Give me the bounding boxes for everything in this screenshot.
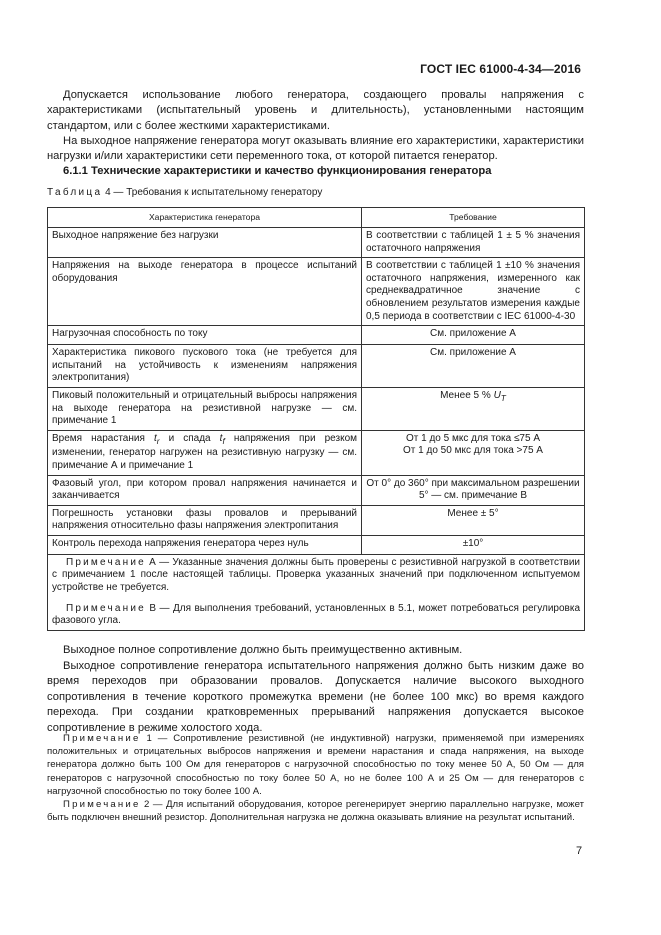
voltage-symbol: U xyxy=(493,389,501,401)
cell-requirement: В соответствии с таблицей 1 ± 5 % значения остаточного напряжения xyxy=(362,228,585,258)
requirement-prefix: Менее 5 % xyxy=(440,389,491,401)
cell-characteristic: Контроль перехода напряжения генератора через нуль xyxy=(48,535,362,554)
cell-characteristic: Погрешность установки фазы провалов и прерываний напряжения относительно фазы напряжения электропитания xyxy=(48,505,362,535)
cell-requirement: См. приложение А xyxy=(362,345,585,388)
column-header-characteristic: Характеристика генератора xyxy=(48,208,362,228)
table-header-row xyxy=(48,208,585,228)
cell-requirement: Менее ± 5° xyxy=(362,505,585,535)
rise-time-subscript: r xyxy=(156,435,160,446)
rise-time-symbol: t xyxy=(153,432,157,444)
table-row xyxy=(48,535,585,554)
table-note-a-text: А — Указанные значения должны быть проверены с резистивной нагрузкой в соответствии с примечанием 1 после настоящей таблицы. Проверка указанных значений при подключенном испытуемом устройстве не требуется. xyxy=(52,556,581,594)
footnote-1-text: — Сопротивление резистивной (не индуктивной) нагрузки, применяемой при измерениях положительных и отрицательных выбросов напряжения и времени нарастания и спада напряжения, на выходе генератора должно быть 100 Ом для генераторов с нагрузочной способностью по току менее 50 А, 50 Ом — для генераторов с нагрузочной способностью по току более 50 А, но не более 100 А и 25 Ом — для генераторов с нагрузочной способностью по току более 100 А. xyxy=(47,733,584,797)
cell-characteristic: Пиковый положительный и отрицательный выбросы напряжения на выходе генератора на резистивной нагрузке — см. примечание 1 xyxy=(48,387,362,430)
intro-paragraph-1: Допускается использование любого генератора, создающего провалы напряжения с характеристиками (испытательный уровень и длительность), установленными настоящим стандартом, или с более жесткими характеристиками. xyxy=(47,89,584,132)
requirement-line-1: От 1 до 5 мкс для тока ≤75 А xyxy=(405,432,541,444)
table-note-b-label: Примечание xyxy=(66,602,146,614)
section-title: 6.1.1 Технические характеристики и качество функционирования генератора xyxy=(63,165,492,177)
footnote-2-label: Примечание xyxy=(63,799,141,810)
fall-time-symbol: t xyxy=(219,432,223,444)
cell-characteristic: Характеристика пикового пускового тока (не требуется для испытаний на устойчивость к изменениям напряжения электропитания) xyxy=(48,345,362,388)
page-number: 7 xyxy=(576,845,583,857)
cell-characteristic: Нагрузочная способность по току xyxy=(48,326,362,345)
cell-requirement: См. приложение А xyxy=(362,326,585,345)
cell-requirement: ±10° xyxy=(362,535,585,554)
table-row xyxy=(48,345,585,388)
cell-requirement: От 0° до 360° при максимальном разрешении 5° — см. примечание В xyxy=(362,475,585,505)
table-note-a xyxy=(52,557,580,595)
footnote-2-text: — Для испытаний оборудования, которое регенерирует энергию параллельно нагрузке, может быть подключен внешний резистор. Дополнительная нагрузка не должна оказывать влияние на результат испытаний. xyxy=(47,799,584,824)
table-notes-row xyxy=(48,554,585,630)
table-caption-text: 4 — Требования к испытательному генератору xyxy=(105,187,323,198)
rise-fall-description: напряжения при резком изменении, генератор нагружен на резистивную нагрузку — см. примечание А и примечание 1 xyxy=(52,432,358,471)
footnote-2 xyxy=(47,798,584,824)
table-note-b-text: В — Для выполнения требований, установленных в 5.1, может потребоваться регулировка фазового угла. xyxy=(52,602,580,627)
footnote-1 xyxy=(47,732,584,798)
intro-paragraph-2: На выходное напряжение генератора могут оказывать влияние его характеристики, характеристики нагрузки и/или характеристики сети переменного тока, от которой питается генератор. xyxy=(47,135,584,163)
footnote-2-number: 2 xyxy=(144,799,150,810)
table-note-b xyxy=(52,603,580,628)
cell-characteristic xyxy=(48,430,362,475)
rise-time-label: Время нарастания xyxy=(52,432,145,444)
table-row xyxy=(48,228,585,258)
column-header-requirement: Требование xyxy=(362,208,585,228)
table-caption xyxy=(47,187,322,198)
cell-characteristic: Фазовый угол, при котором провал напряжения начинается и заканчивается xyxy=(48,475,362,505)
requirement-line-2: От 1 до 50 мкс для тока >75 А xyxy=(403,445,543,457)
voltage-subscript: T xyxy=(500,392,506,403)
table-row xyxy=(48,387,585,430)
table-note-a-label: Примечание xyxy=(66,556,146,568)
cell-characteristic: Выходное напряжение без нагрузки xyxy=(48,228,362,258)
table-caption-prefix: Таблица xyxy=(47,187,103,198)
footnote-1-number: 1 xyxy=(146,733,152,744)
table-row xyxy=(48,475,585,505)
cell-requirement: В соответствии с таблицей 1 ±10 % значения остаточного напряжения, измеренного как среднеквадратичное значение с обновлением результатов измерения каждые 0,5 периода в соответствии с IEC 61000-4-30 xyxy=(362,258,585,326)
table-row xyxy=(48,430,585,475)
cell-requirement xyxy=(362,387,585,430)
document-code-header: ГОСТ IEC 61000-4-34—2016 xyxy=(420,62,581,76)
cell-requirement xyxy=(362,430,585,475)
body-paragraph-3: Выходное полное сопротивление должно быть преимущественно активным. xyxy=(63,644,463,656)
cell-characteristic: Напряжения на выходе генератора в процессе испытаний оборудования xyxy=(48,258,362,326)
body-paragraph-4: Выходное сопротивление генератора испытательного напряжения должно быть низким даже во время переходов при образовании провалов. Допускается наличие высокого выходного сопротивления в течение короткого промежутка времени (не более 100 мкс) во время каждого перехода. При создании кратковременных прерываний напряжения допускается высокое сопротивление в режиме холостого хода. xyxy=(47,660,584,734)
table-row xyxy=(48,326,585,345)
fall-time-subscript: f xyxy=(222,435,225,446)
table-row xyxy=(48,505,585,535)
table-row xyxy=(48,258,585,326)
footnote-1-label: Примечание xyxy=(63,733,141,744)
fall-time-label: и спада xyxy=(168,432,211,444)
table-notes xyxy=(48,554,585,630)
requirements-table xyxy=(47,207,585,631)
